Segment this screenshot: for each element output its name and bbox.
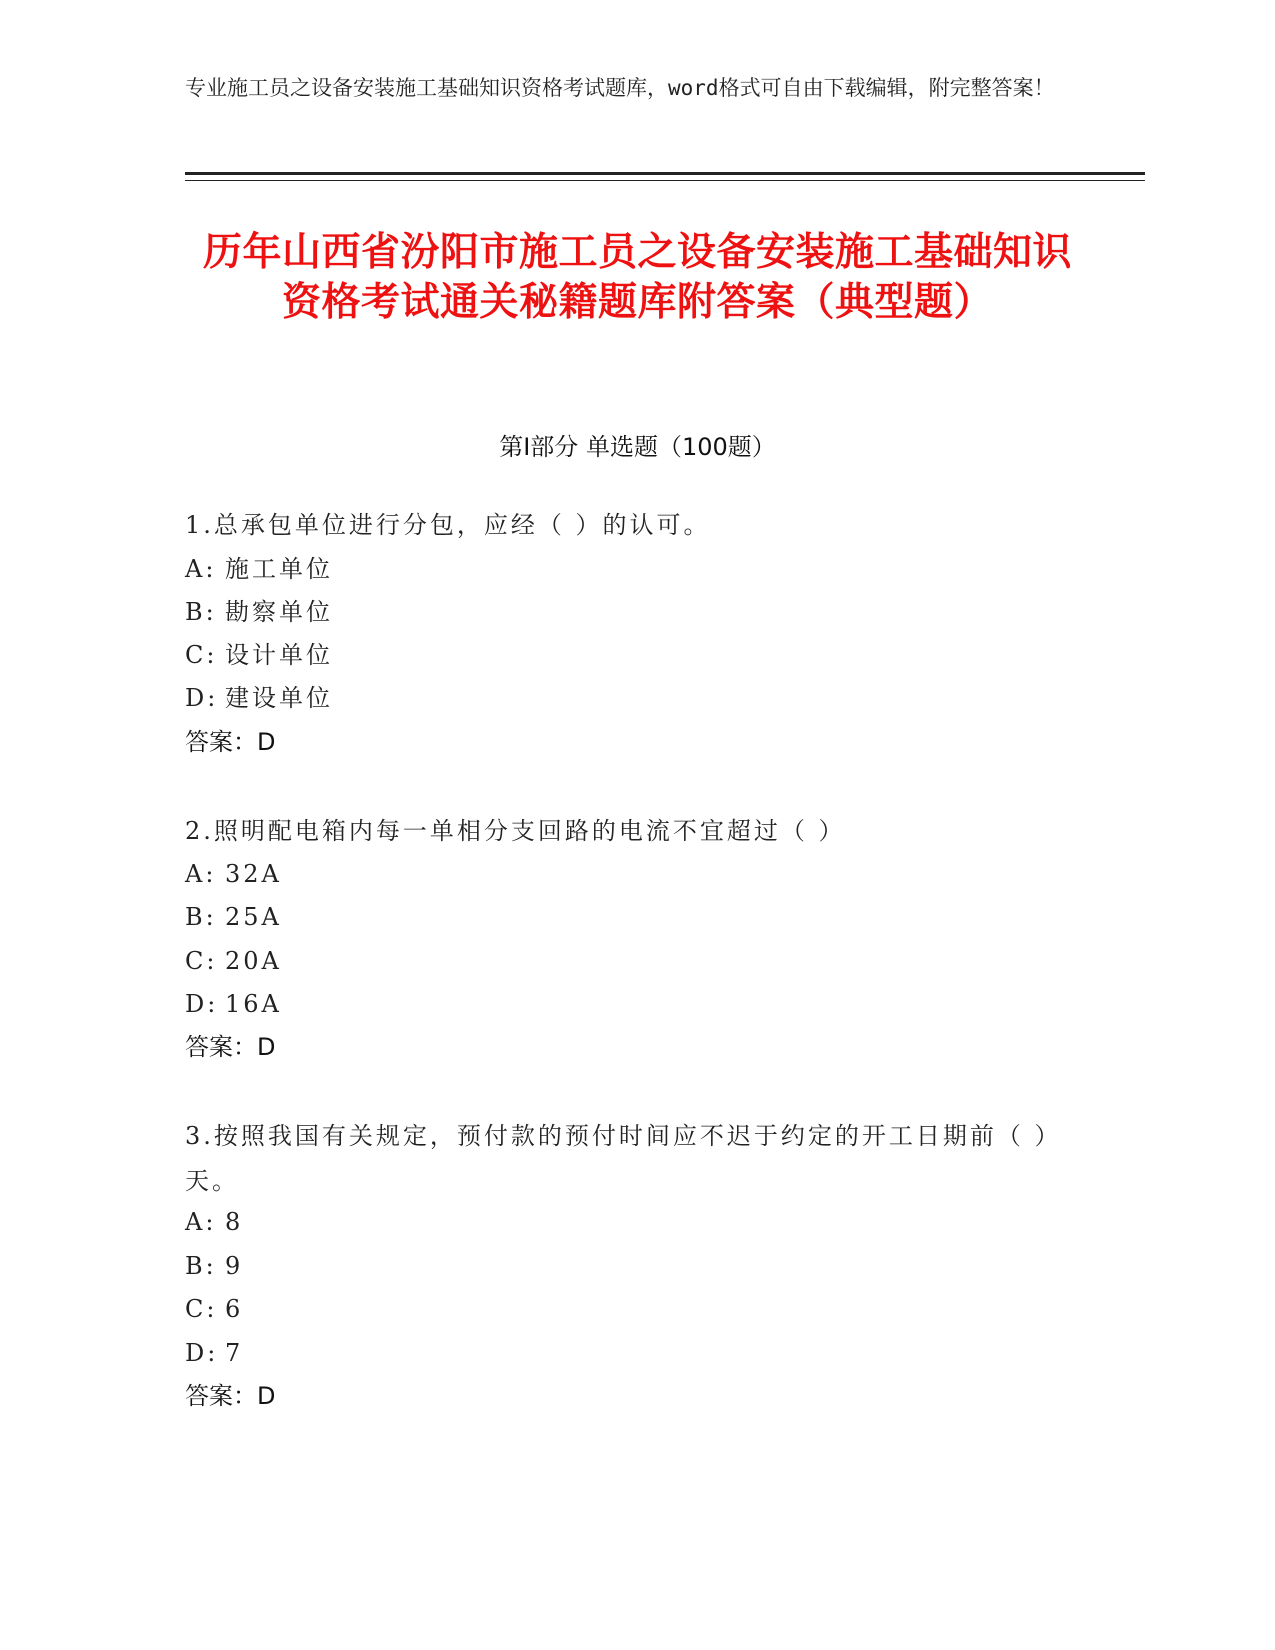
option-key: B: <box>185 598 217 626</box>
option-b <box>185 900 282 934</box>
option-text: 9 <box>225 1252 244 1280</box>
option-key: B: <box>185 903 217 931</box>
header-divider-thick <box>185 172 1145 175</box>
option-d <box>185 987 282 1021</box>
option-key: D: <box>185 684 219 712</box>
option-text: 建设单位 <box>225 684 333 712</box>
option-key: D: <box>185 990 219 1018</box>
option-text: 16A <box>225 990 282 1018</box>
option-key: A: <box>185 1208 217 1236</box>
answer-line: 答案：D <box>185 1382 276 1410</box>
option-text: 勘察单位 <box>225 598 333 626</box>
option-b <box>185 595 333 629</box>
option-key: C: <box>185 641 218 669</box>
option-key: A: <box>185 555 217 583</box>
section-heading: 第Ⅰ部分 单选题（100题） <box>499 433 776 461</box>
option-text: 施工单位 <box>225 555 333 583</box>
option-text: 8 <box>225 1208 244 1236</box>
option-c <box>185 638 333 672</box>
option-d <box>185 1336 243 1370</box>
header-divider-thin <box>185 180 1145 181</box>
question-text: 3.按照我国有关规定，预付款的预付时间应不迟于约定的开工日期前（ ）天。 <box>185 1122 1062 1195</box>
option-key: C: <box>185 947 218 975</box>
answer-line: 答案：D <box>185 728 276 756</box>
option-text: 32A <box>225 860 282 888</box>
option-c <box>185 944 282 978</box>
header-note: 专业施工员之设备安装施工基础知识资格考试题库，word格式可自由下载编辑，附完整答案！ <box>185 76 1055 100</box>
option-a <box>185 552 333 586</box>
option-key: A: <box>185 860 217 888</box>
option-d <box>185 681 333 715</box>
option-key: B: <box>185 1252 217 1280</box>
option-c <box>185 1292 243 1326</box>
option-text: 设计单位 <box>225 641 333 669</box>
answer-line: 答案：D <box>185 1033 276 1061</box>
document-title: 历年山西省汾阳市施工员之设备安装施工基础知识资格考试通关秘籍题库附答案（典型题） <box>202 230 1072 325</box>
option-key: C: <box>185 1295 218 1323</box>
option-text: 20A <box>225 947 282 975</box>
option-a <box>185 857 282 891</box>
option-a <box>185 1205 243 1239</box>
option-text: 25A <box>225 903 282 931</box>
question-text: 2.照明配电箱内每一单相分支回路的电流不宜超过（ ） <box>185 817 846 845</box>
option-b <box>185 1249 243 1283</box>
question-text: 1.总承包单位进行分包，应经（ ）的认可。 <box>185 511 711 539</box>
option-text: 7 <box>225 1339 244 1367</box>
option-text: 6 <box>225 1295 244 1323</box>
option-key: D: <box>185 1339 219 1367</box>
